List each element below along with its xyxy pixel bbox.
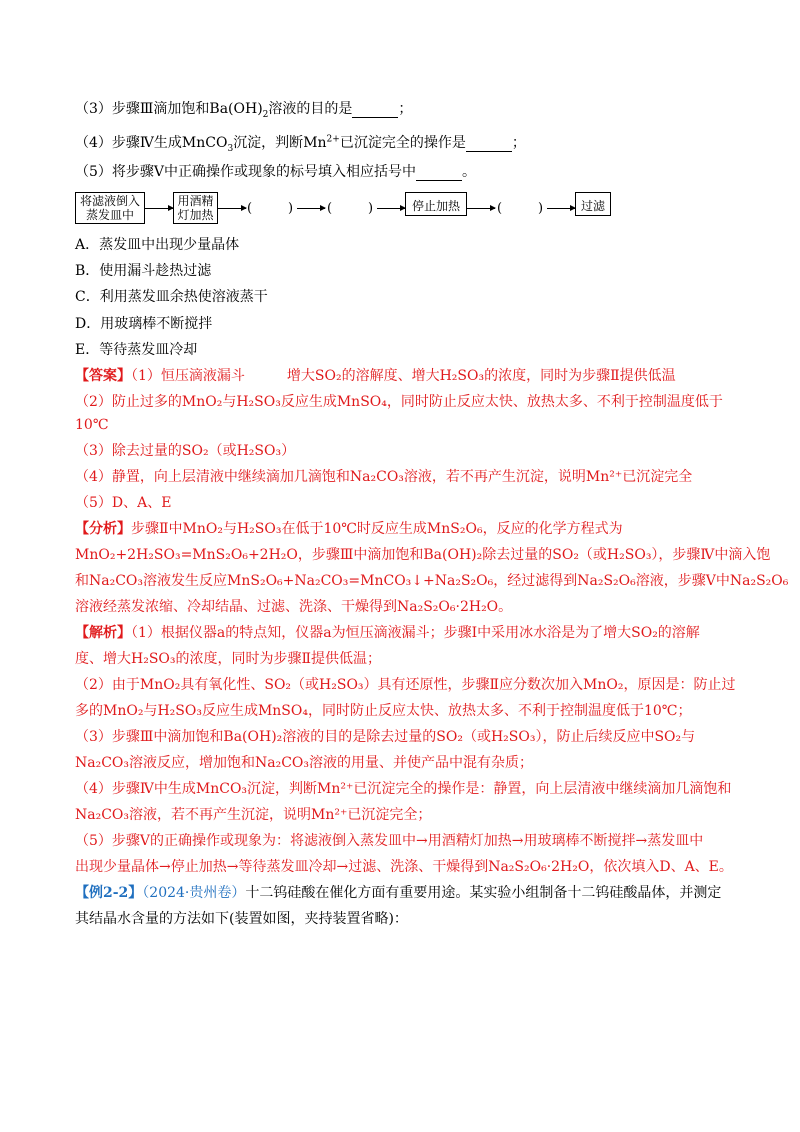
flow-box-pour-filtrate: 将滤液倒入蒸发皿中 xyxy=(75,192,145,224)
option-a: A．蒸发皿中出现少量晶体 xyxy=(75,237,240,253)
flow-arrow xyxy=(547,208,575,209)
flow-box-stop-heating: 停止加热 xyxy=(405,192,467,216)
explain-line-4: 多的MnO₂与H₂SO₃反应生成MnSO₄，同时防止反应太快、放热太多、不利于控制温度低于10℃； xyxy=(75,703,692,719)
answer-line-3: （3）除去过量的SO₂（或H₂SO₃） xyxy=(75,443,296,459)
question-4: （4）步骤Ⅳ生成MnCO$_3$沉淀，判断$Mn^{2+}$已沉淀完全的操作是 ； xyxy=(75,134,526,154)
example-label: 【例2-2】 xyxy=(75,885,143,901)
analysis-line-2: MnO₂+2H₂SO₃=MnS₂O₆+2H₂O，步骤Ⅲ中滴加饱和Ba(OH)₂除去过量的SO₂（或H₂SO₃），步骤Ⅳ中滴入饱 xyxy=(75,547,771,563)
analysis-line-3: 和Na₂CO₃溶液发生反应MnS₂O₆+Na₂CO₃=MnCO₃↓+Na₂S₂O₆，经过滤得到Na₂S₂O₆溶液，步骤Ⅴ中Na₂S₂O₆ xyxy=(75,573,789,589)
flow-blank-open: ( xyxy=(247,201,253,216)
flow-arrow xyxy=(145,208,173,209)
example-line-2: 其结晶水含量的方法如下(装置如图，夹持装置省略)： xyxy=(75,911,408,927)
answer-blank xyxy=(466,137,512,152)
example-source: （2024·贵州卷） xyxy=(142,885,246,901)
option-b: B．使用漏斗趁热过滤 xyxy=(75,263,212,279)
explain-line-6: Na₂CO₃溶液反应，增加饱和Na₂CO₃溶液的用量、并使产品中混有杂质； xyxy=(75,755,534,771)
explain-line-7: （4）步骤Ⅳ中生成MnCO₃沉淀，判断Mn²⁺已沉淀完全的操作是：静置，向上层清液中继续滴加几滴饱和 xyxy=(75,781,732,797)
option-c: C．利用蒸发皿余热使溶液蒸干 xyxy=(75,289,268,305)
explain-line-1: 【解析】（1）根据仪器a的特点知，仪器a为恒压滴液漏斗；步骤Ⅰ中采用冰水浴是为了增大SO₂的溶解 xyxy=(75,625,700,641)
explain-line-2: 度、增大H₂SO₃的浓度，同时为步骤Ⅱ提供低温； xyxy=(75,651,382,667)
explain-line-5: （3）步骤Ⅲ中滴加饱和Ba(OH)₂溶液的目的是除去过量的SO₂（或H₂SO₃），防止后续反应中SO₂与 xyxy=(75,729,696,745)
analysis-line-4: 溶液经蒸发浓缩、冷却结晶、过滤、洗涤、干燥得到Na₂S₂O₆·2H₂O。 xyxy=(75,599,513,615)
explain-label: 【解析】 xyxy=(75,625,131,641)
explain-line-9: （5）步骤Ⅴ的正确操作或现象为：将滤液倒入蒸发皿中→用酒精灯加热→用玻璃棒不断搅拌→蒸发皿中 xyxy=(75,833,704,849)
flow-arrow xyxy=(467,208,495,209)
option-e: E．等待蒸发皿冷却 xyxy=(75,342,198,358)
example-line-1: 【例2-2】（2024·贵州卷）十二钨硅酸在催化方面有重要用途。某实验小组制备十二钨硅酸晶体，并测定 xyxy=(75,885,722,901)
answer-blank xyxy=(352,103,398,118)
explain-line-10: 出现少量晶体→停止加热→等待蒸发皿冷却→过滤、洗涤、干燥得到Na₂S₂O₆·2H₂O，依次填入D、A、E。 xyxy=(75,859,733,875)
answer-blank xyxy=(416,166,462,181)
question-5: （5）将步骤Ⅴ中正确操作或现象的标号填入相应括号中 。 xyxy=(75,164,477,180)
analysis-label: 【分析】 xyxy=(75,521,131,537)
flow-blank-close: ) xyxy=(538,201,544,216)
analysis-line-1: 【分析】步骤Ⅱ中MnO₂与H₂SO₃在低于10℃时反应生成MnS₂O₆，反应的化学方程式为 xyxy=(75,521,623,537)
flow-arrow xyxy=(218,208,246,209)
explain-line-3: （2）由于MnO₂具有氧化性、SO₂（或H₂SO₃）具有还原性，步骤Ⅱ应分数次加入MnO₂，原因是：防止过 xyxy=(75,677,736,693)
answer-line-2-cont: 10℃ xyxy=(75,417,109,433)
answer-line-2: （2）防止过多的MnO₂与H₂SO₃反应生成MnSO₄，同时防止反应太快、放热太多、不利于控制温度低于 xyxy=(75,394,723,410)
flow-box-heat-lamp: 用酒精灯加热 xyxy=(173,192,218,224)
flow-blank-close: ) xyxy=(368,201,374,216)
procedure-flow-diagram xyxy=(75,192,635,226)
answer-line-5: （5）D、A、E xyxy=(75,495,172,511)
answer-line-1: 【答案】（1）恒压滴液漏斗 增大SO₂的溶解度、增大H₂SO₃的浓度，同时为步骤Ⅱ提供低温 xyxy=(75,368,676,384)
explain-line-8: Na₂CO₃溶液，若不再产生沉淀，说明Mn²⁺已沉淀完全； xyxy=(75,807,432,823)
answer-label: 【答案】 xyxy=(75,368,131,384)
answer-line-4: （4）静置，向上层清液中继续滴加几滴饱和Na₂CO₃溶液，若不再产生沉淀，说明Mn²⁺已沉淀完全 xyxy=(75,469,693,485)
question-3: （3）步骤Ⅲ滴加饱和$Ba(OH)_2$溶液的目的是 ； xyxy=(75,101,413,120)
flow-arrow xyxy=(297,208,325,209)
option-d: D．用玻璃棒不断搅拌 xyxy=(75,316,213,332)
flow-box-filter: 过滤 xyxy=(575,192,611,216)
flow-blank-open: ( xyxy=(497,201,503,216)
flow-blank-open: ( xyxy=(327,201,333,216)
flow-arrow xyxy=(377,208,405,209)
flow-blank-close: ) xyxy=(288,201,294,216)
